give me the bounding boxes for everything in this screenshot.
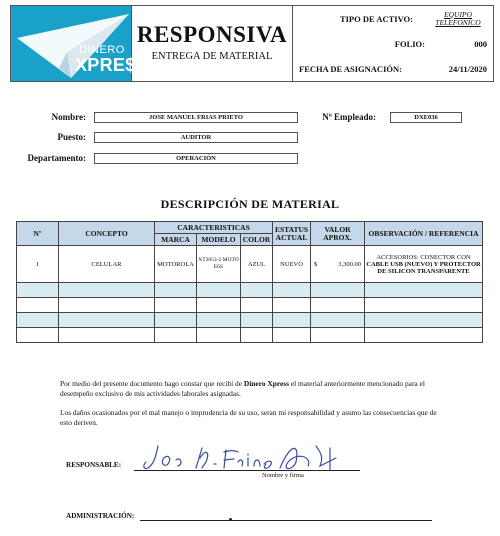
page-title: RESPONSIVA [136, 22, 288, 47]
header-num: Nº [17, 222, 59, 246]
table-row [17, 246, 483, 283]
nombre-field[interactable]: JOSE MANUEL FRIAS PRIETO [94, 112, 298, 123]
company-logo [11, 6, 146, 81]
logo-text-xpress: XPRE$$ [75, 55, 146, 75]
company-name: Dinero Xpress [243, 379, 290, 388]
signature-caption: Nombre y firma [262, 472, 304, 479]
table-header-row [17, 222, 483, 234]
puesto-field[interactable]: AUDITOR [94, 132, 298, 143]
folio-label: FOLIO: [394, 38, 425, 49]
departamento-label: Departamento: [27, 153, 86, 163]
document-header [10, 5, 494, 82]
table-row [17, 328, 483, 343]
cell-color: AZUL [241, 246, 273, 283]
obs-line-2: CABLE USB (NUEVO) Y PROTECTOR DE SILICON TRANSPARENTE [366, 260, 481, 275]
statement-text: el material anteriormente mencionado para el desempeño exclusivo de mis actividades laborales asignadas. [60, 379, 425, 398]
tipo-activo-label: TIPO DE ACTIVO: [339, 13, 413, 24]
page-subtitle: ENTREGA DE MATERIAL [151, 51, 273, 62]
title-block [131, 6, 293, 81]
fecha-value: 24/11/2020 [448, 63, 487, 74]
header-valor: VALOR APROX. [311, 222, 365, 246]
cell-valor-amount: 3,300.00 [338, 260, 362, 268]
cell-currency: $ [314, 260, 318, 268]
statement-paragraph-1 [60, 379, 440, 399]
material-table [16, 221, 483, 343]
statement-paragraph-2: Los daños ocasionados por el mal manejo o imprudencia de su uso, seran mi responsabilidad y asumo las consecuencias que de esto deriven. [60, 408, 437, 427]
tipo-activo-value: EQUIPO TELEFONICO [435, 9, 481, 27]
administracion-signature-line[interactable] [140, 520, 432, 521]
cell-num: 1 [17, 246, 59, 283]
cell-valor [311, 246, 365, 283]
document-meta [293, 6, 493, 81]
folio-value: 000 [474, 38, 487, 49]
cell-modelo: XT2053-2 MOTO E6S [197, 246, 241, 283]
table-row [17, 298, 483, 313]
cell-marca: MOTOROLA [155, 246, 197, 283]
numero-empleado-field[interactable]: DXE036 [390, 112, 462, 123]
statement-text: Por medio del presente documento hago constar que recibí de [60, 379, 243, 388]
puesto-label: Puesto: [57, 132, 86, 142]
header-observacion: OBSERVACIÓN / REFERENCIA [365, 222, 483, 246]
obs-line-1: ACCESORIOS: CONECTOR CON [376, 253, 471, 261]
numero-empleado-label: Nº Empleado: [322, 112, 376, 122]
header-concepto: CONCEPTO [59, 222, 155, 246]
header-estatus: ESTATUS ACTUAL [273, 222, 311, 246]
header-marca: MARCA [155, 234, 197, 246]
responsable-label: RESPONSABLE: [66, 461, 122, 469]
folio-row [293, 31, 493, 56]
fecha-row [293, 56, 493, 81]
cell-estatus: NUEVO [273, 246, 311, 283]
section-title: DESCRIPCIÓN DE MATERIAL [160, 197, 340, 211]
nombre-label: Nombre: [51, 112, 86, 122]
header-modelo: MODELO [197, 234, 241, 246]
logo-text-dinero: DINERO [79, 44, 125, 56]
table-row [17, 313, 483, 328]
cell-observacion [365, 246, 483, 283]
handwritten-signature [140, 438, 360, 478]
cell-concepto: CELULAR [59, 246, 155, 283]
header-color: COLOR [241, 234, 273, 246]
fecha-label: FECHA DE ASIGNACIÓN: [299, 63, 402, 74]
administracion-label: ADMINISTRACIÓN: [66, 512, 135, 520]
header-caracteristicas: CARACTERISTICAS [155, 222, 273, 234]
tipo-activo-row [293, 6, 493, 31]
ink-dot [229, 518, 232, 521]
departamento-field[interactable]: OPERACIÓN [94, 153, 298, 164]
table-row [17, 283, 483, 298]
